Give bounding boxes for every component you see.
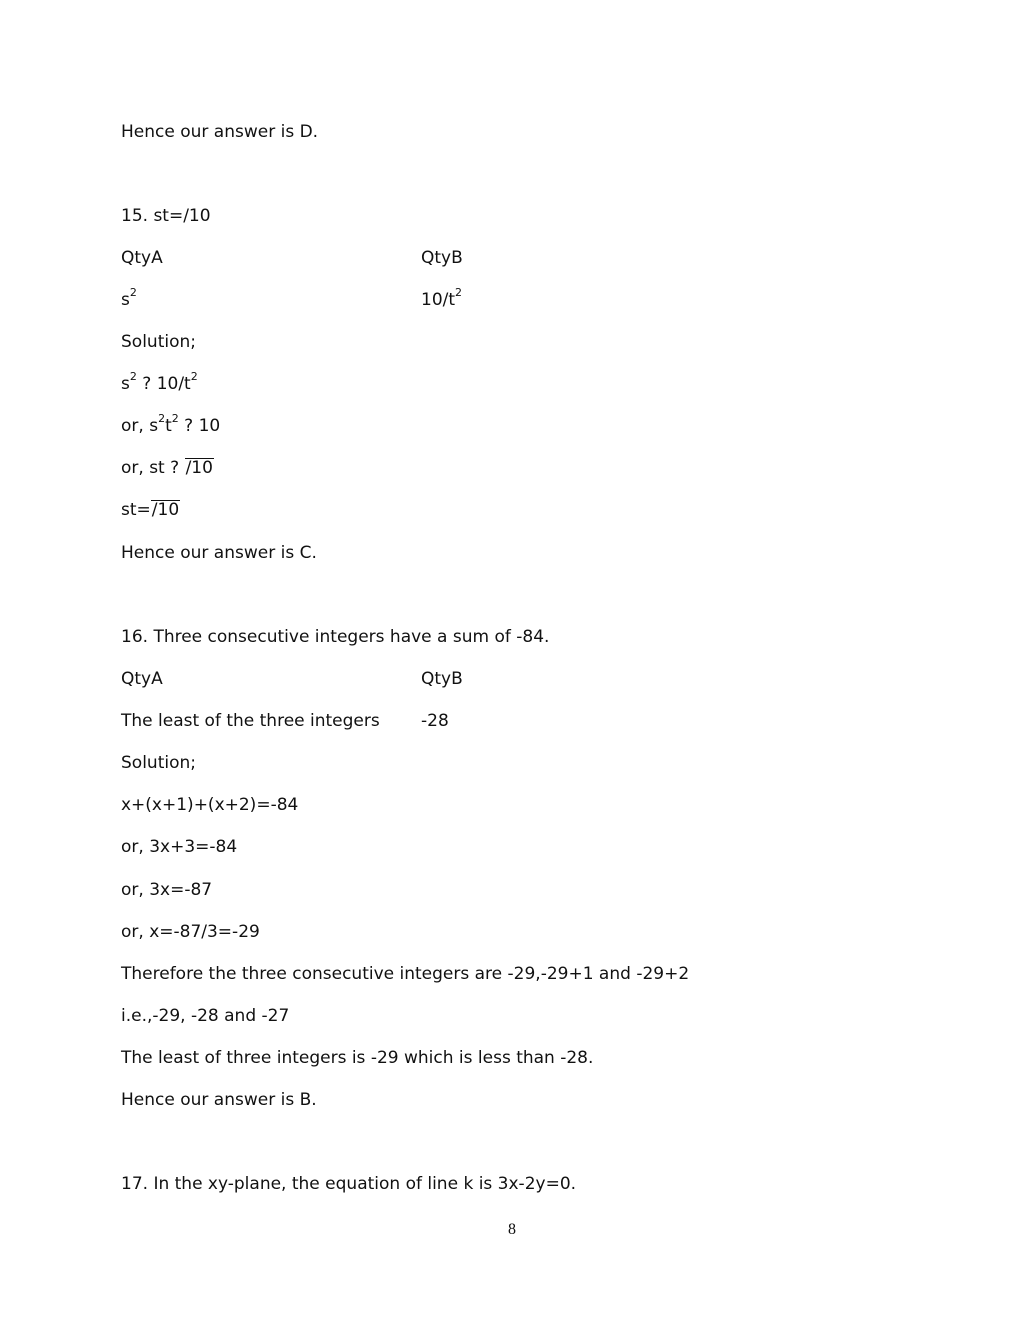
q15-step-2-exp-a: 2 <box>158 412 166 426</box>
q16-answer: Hence our answer is B. <box>121 1090 317 1110</box>
q15-qty-a-exp: 2 <box>129 286 137 300</box>
q16-qty-a-value: The least of the three integers <box>121 711 380 731</box>
q15-qty-a-label: QtyA <box>121 248 163 268</box>
q16-step-2: or, 3x+3=-84 <box>121 837 238 857</box>
q15-step-2-part-a: or, s <box>121 416 159 436</box>
q15-step-1-part-a: s <box>121 374 130 394</box>
q16-step-6: i.e.,-29, -28 and -27 <box>121 1006 290 1026</box>
q15-solution-label: Solution; <box>121 332 196 352</box>
q15-step-4 <box>121 499 180 521</box>
q15-step-3-part-a: or, st ? <box>121 458 185 478</box>
q15-step-1-exp-a: 2 <box>129 370 137 384</box>
q16-qty-a-label: QtyA <box>121 669 163 689</box>
q15-qty-b-exp: 2 <box>455 286 463 300</box>
question-17-heading: 17. In the xy-plane, the equation of line k is 3x-2y=0. <box>121 1174 577 1194</box>
radical-ten: /10 <box>151 500 180 520</box>
q15-qty-a-base: s <box>121 290 130 310</box>
answer-line-14: Hence our answer is D. <box>121 122 319 142</box>
q16-step-5: Therefore the three consecutive integers are -29,-29+1 and -29+2 <box>121 964 690 984</box>
q16-step-1: x+(x+1)+(x+2)=-84 <box>121 795 299 815</box>
q16-step-4: or, x=-87/3=-29 <box>121 922 260 942</box>
q15-step-3 <box>121 457 214 479</box>
q15-step-4-part-a: st= <box>121 500 151 520</box>
q16-step-3: or, 3x=-87 <box>121 880 213 900</box>
q16-qty-b-label: QtyB <box>421 669 463 689</box>
q16-step-7: The least of three integers is -29 which is less than -28. <box>121 1048 594 1068</box>
q15-step-2-exp-b: 2 <box>171 412 179 426</box>
page-number: 8 <box>508 1221 516 1238</box>
q16-qty-b-value: -28 <box>421 711 449 731</box>
q15-step-1 <box>121 370 198 395</box>
q15-step-1-part-b: ? 10/t <box>136 374 191 394</box>
q15-step-2 <box>121 412 221 437</box>
q15-step-2-part-b: t <box>165 416 172 436</box>
q16-solution-label: Solution; <box>121 753 196 773</box>
question-15-heading: 15. st=/10 <box>121 206 211 226</box>
radical-ten: /10 <box>185 458 213 478</box>
q15-qty-b-label: QtyB <box>421 248 463 268</box>
q15-qty-b-value <box>421 286 463 311</box>
q15-step-2-part-c: ? 10 <box>178 416 221 436</box>
q15-step-1-exp-b: 2 <box>190 370 198 384</box>
q15-qty-a-value <box>121 286 137 311</box>
question-16-heading: 16. Three consecutive integers have a sum of -84. <box>121 627 550 647</box>
q15-qty-b-base: 10/t <box>421 290 456 310</box>
q15-answer: Hence our answer is C. <box>121 543 317 563</box>
